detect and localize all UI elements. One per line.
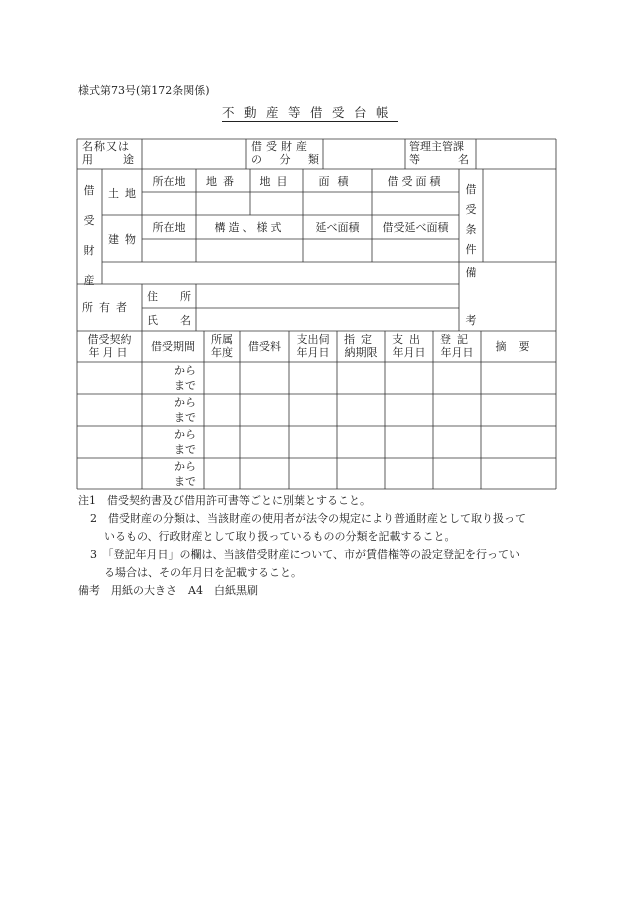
building-col-floor-area: 延べ面積 [315,221,360,234]
period-to-4: まで [174,475,196,488]
dept-label: 管理主管課 等 名 [409,140,469,166]
note-paper: 備考 用紙の大きさ A4 白紙黒刷 [78,584,258,597]
land-col-leased-area: 借受面積 [387,175,444,188]
col-fee: 借受料 [248,340,281,353]
classification-label: 借受財産 の 分 類 [251,140,319,166]
note-3: 3 「登記年月日」の欄は、当該借受財産について、市が賃借権等の設定登記を行ってい [90,548,521,561]
period-from-4: から [174,460,196,473]
period-from-2: から [174,396,196,409]
note-1: 注1 借受契約書及び借用許可書等ごとに別葉とすること。 [78,494,371,507]
col-registration-date: 登記 年月日 [440,333,474,359]
building-col-structure: 構造、様式 [214,221,285,234]
building-col-leased-floor-area: 借受延べ面積 [382,221,449,234]
conditions-label: 借 受 条 件 [465,183,477,256]
land-col-area: 面積 [318,175,357,188]
form-number: 様式第73号(第172条関係) [78,84,210,97]
remarks-label-top: 備 [465,266,477,279]
note-3-cont: る場合は、その年月日を記載すること。 [104,566,302,579]
owner-name-label: 氏 名 [147,314,191,327]
owner-address-label: 住 所 [147,290,191,303]
land-col-category: 地目 [259,175,294,188]
col-summary: 摘要 [495,340,542,353]
col-period: 借受期間 [151,340,195,353]
period-to-2: まで [174,411,196,424]
col-contract-date: 借受契約 年月日 [87,333,132,359]
property-group-label: 借 受 財 産 [83,184,95,287]
col-expense-date: 支出 年月日 [392,333,426,359]
period-from-3: から [174,428,196,441]
note-2-cont: いるもの、行政財産として取り扱っているものの分類を記載すること。 [104,530,456,543]
period-from-1: から [174,364,196,377]
building-label: 建物 [108,233,142,246]
period-to-3: まで [174,443,196,456]
period-to-1: まで [174,379,196,392]
page-title: 不動産等借受台帳 [222,105,399,120]
land-col-location: 所在地 [152,175,186,188]
land-label: 土地 [108,187,142,200]
remarks-label-bottom: 考 [465,314,477,327]
name-label: 名称又は 用 途 [82,140,134,166]
col-expense-inquiry-date: 支出伺 年月日 [296,333,330,359]
col-fiscal-year: 所属 年度 [211,333,233,359]
owner-label: 所有者 [82,301,133,314]
building-col-location: 所在地 [152,221,186,234]
land-col-lot: 地番 [206,175,240,188]
note-2: 2 借受財産の分類は、当該財産の使用者が法令の規定により普通財産として取り扱って [90,512,526,525]
col-payment-deadline: 指定 納期限 [344,333,378,359]
